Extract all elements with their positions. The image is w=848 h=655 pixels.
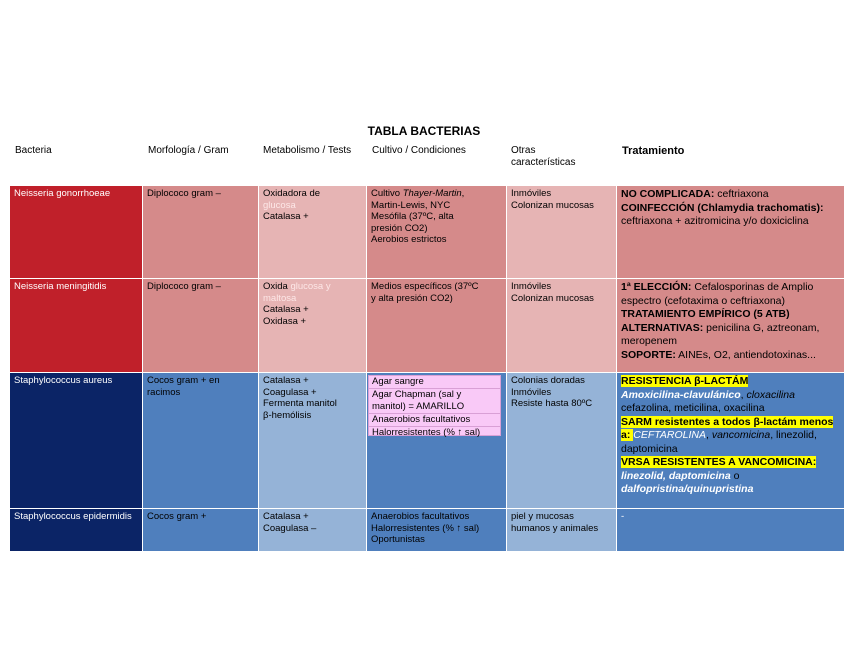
tratamiento-label: COINFECCIÓN (Chlamydia trachomatis):: [621, 201, 824, 214]
tratamiento-drug: vancomicina: [711, 429, 771, 441]
otras-line: Colonias doradas: [511, 375, 585, 386]
morfologia-text: Diplococo gram –: [147, 188, 221, 199]
tratamiento-label: 1ª ELECCIÓN:: [621, 281, 692, 293]
tratamiento-line: [621, 375, 840, 389]
tratamiento-drug: dalfopristina/quinupristina: [621, 483, 754, 495]
cell-cultivo-epidermidis: [367, 509, 507, 552]
cultivo-highlight-box: [368, 375, 501, 436]
tratamiento-highlight: RESISTENCIA β-LACTÁM: [621, 375, 749, 387]
cultivo-text: ,: [461, 188, 465, 199]
cell-morfologia-aureus: [143, 373, 259, 509]
cell-bacteria-gonorrhoeae: [10, 186, 143, 279]
metabolismo-line: Oxidadora de: [263, 188, 321, 199]
tratamiento-line: [621, 188, 840, 202]
bacteria-name: Neisseria gonorrhoeae: [14, 188, 111, 199]
tratamiento-text: Cefalosporinas de Amplio espectro (cefotaxima o ceftriaxona): [621, 281, 814, 307]
tratamiento-line: [621, 416, 840, 457]
header-otras: Otras características: [511, 145, 576, 168]
cultivo-line: Anaerobios facultativos: [369, 414, 500, 427]
tratamiento-text: , linezolid, daptomicina: [621, 429, 817, 455]
cell-otras-gonorrhoeae: [507, 186, 617, 279]
otras-line: piel y mucosas humanos y animales: [511, 511, 599, 534]
metabolismo-line: [263, 281, 362, 304]
metabolismo-line: Coagulasa –: [263, 522, 317, 534]
metabolismo-line: Fermenta manitol: [263, 398, 337, 410]
cell-bacteria-aureus: [10, 373, 143, 509]
cell-otras-meningitidis: [507, 279, 617, 373]
cell-metabolismo-epidermidis: [259, 509, 367, 552]
cultivo-line: Halorresistentes (% ↑ sal): [372, 427, 481, 438]
cultivo-text: Cultivo: [371, 188, 403, 199]
tratamiento-text: ceftriaxona: [714, 188, 769, 200]
metabolismo-line: glucosa: [263, 199, 296, 211]
cell-tratamiento-meningitidis: [617, 279, 845, 373]
cultivo-line: Oportunistas: [371, 534, 425, 546]
tratamiento-line: [621, 389, 840, 416]
tratamiento-line: [621, 281, 840, 308]
cultivo-line: Martin-Lewis, NYC: [371, 199, 451, 211]
otras-line: Inmóviles: [511, 281, 552, 292]
cultivo-italic: Thayer-Martin: [402, 188, 462, 199]
tratamiento-label: SOPORTE:: [621, 348, 676, 361]
cell-metabolismo-gonorrhoeae: [259, 186, 367, 279]
metabolismo-text: glucosa y maltosa: [263, 281, 331, 304]
header-cultivo: Cultivo / Condiciones: [372, 145, 466, 156]
tratamiento-text: ceftriaxona + azitromicina y/o doxiciclina: [621, 215, 809, 227]
tratamiento-drug: cloxacilina: [746, 388, 795, 401]
tratamiento-text: cefazolina, meticilina, oxacilina: [621, 402, 765, 414]
tratamiento-line: -: [621, 511, 625, 522]
metabolismo-line: Oxidasa +: [263, 315, 307, 327]
cell-tratamiento-epidermidis: [617, 509, 845, 552]
tratamiento-line: [621, 308, 840, 322]
header-metabolismo: Metabolismo / Tests: [263, 145, 352, 156]
morfologia-text: Cocos gram +: [147, 511, 207, 522]
cultivo-line: Agar sangre: [369, 376, 500, 389]
otras-line: Inmóviles: [511, 188, 552, 199]
cultivo-line: Aerobios estrictos: [371, 234, 447, 246]
header-morfologia: Morfología / Gram: [148, 145, 229, 156]
cultivo-line: Halorresistentes (% ↑ sal): [371, 522, 480, 534]
tratamiento-drug: Amoxicilina-clavulánico: [621, 388, 741, 401]
cultivo-line: Medios específicos (37ºC: [371, 281, 479, 292]
cultivo-line: Anaerobios facultativos: [371, 511, 470, 522]
header-tratamiento: Tratamiento: [622, 145, 685, 157]
header-bacteria: Bacteria: [15, 145, 52, 156]
tratamiento-line: [621, 322, 840, 349]
page-title: TABLA BACTERIAS: [367, 124, 481, 138]
cell-cultivo-meningitidis: [367, 279, 507, 373]
tratamiento-highlight: SARM resistentes a todos β-lactám menos a: [621, 415, 834, 441]
cell-morfologia-gonorrhoeae: [143, 186, 259, 279]
cell-morfologia-meningitidis: [143, 279, 259, 373]
cell-bacteria-epidermidis: [10, 509, 143, 552]
metabolismo-line: Catalasa +: [263, 511, 309, 522]
otras-line: Colonizan mucosas: [511, 292, 594, 304]
tratamiento-line: [621, 202, 840, 229]
tratamiento-line: [621, 456, 840, 497]
cell-morfologia-epidermidis: [143, 509, 259, 552]
cultivo-line: [371, 188, 502, 200]
tratamiento-highlight: :: [626, 429, 634, 441]
tratamiento-drug: linezolid, daptomicina: [621, 469, 731, 482]
cell-tratamiento-aureus: [617, 373, 845, 509]
cell-cultivo-gonorrhoeae: [367, 186, 507, 279]
cultivo-line: Agar Chapman (sal y manitol) = AMARILLO: [369, 389, 500, 414]
cell-tratamiento-gonorrhoeae: [617, 186, 845, 279]
metabolismo-line: Coagulasa +: [263, 386, 317, 398]
tratamiento-text: ,: [740, 388, 747, 401]
bacteria-name: Neisseria meningitidis: [14, 281, 107, 292]
tratamiento-text: AINEs, O2, antiendotoxinas...: [675, 348, 816, 361]
cell-metabolismo-aureus: [259, 373, 367, 509]
cell-otras-aureus: [507, 373, 617, 509]
otras-line: Colonizan mucosas: [511, 199, 594, 211]
metabolismo-line: β-hemólisis: [263, 409, 312, 421]
tratamiento-line: [621, 349, 840, 363]
tratamiento-text: penicilina G, aztreonam, meropenem: [621, 321, 820, 347]
bacteria-name: Staphylococcus epidermidis: [14, 511, 132, 522]
morfologia-text: Diplococo gram –: [147, 281, 221, 292]
metabolismo-line: Catalasa +: [263, 211, 309, 223]
tratamiento-drug: CEFTAROLINA: [633, 429, 706, 441]
cultivo-line: presión CO2): [371, 222, 428, 234]
morfologia-text: Cocos gram + en racimos: [147, 375, 220, 398]
cell-otras-epidermidis: [507, 509, 617, 552]
tratamiento-label: TRATAMIENTO EMPÍRICO (5 ATB): [621, 308, 790, 320]
tratamiento-text: o: [730, 469, 740, 482]
tratamiento-label: ALTERNATIVAS:: [621, 321, 704, 334]
tratamiento-text: ,: [706, 429, 712, 441]
metabolismo-line: Catalasa +: [263, 304, 309, 316]
cultivo-line: Mesófila (37ºC, alta: [371, 211, 454, 223]
tratamiento-label: NO COMPLICADA:: [621, 188, 715, 200]
metabolismo-line: Catalasa +: [263, 375, 309, 386]
tratamiento-highlight: VRSA RESISTENTES A VANCOMICINA:: [621, 456, 817, 468]
bacteria-name: Staphylococcus aureus: [14, 375, 113, 386]
metabolismo-text: Oxida: [263, 281, 291, 292]
otras-line: Inmóviles: [511, 386, 552, 398]
cultivo-line: y alta presión CO2): [371, 292, 453, 304]
otras-line: Resiste hasta 80ºC: [511, 398, 593, 410]
cell-metabolismo-meningitidis: [259, 279, 367, 373]
cell-bacteria-meningitidis: [10, 279, 143, 373]
